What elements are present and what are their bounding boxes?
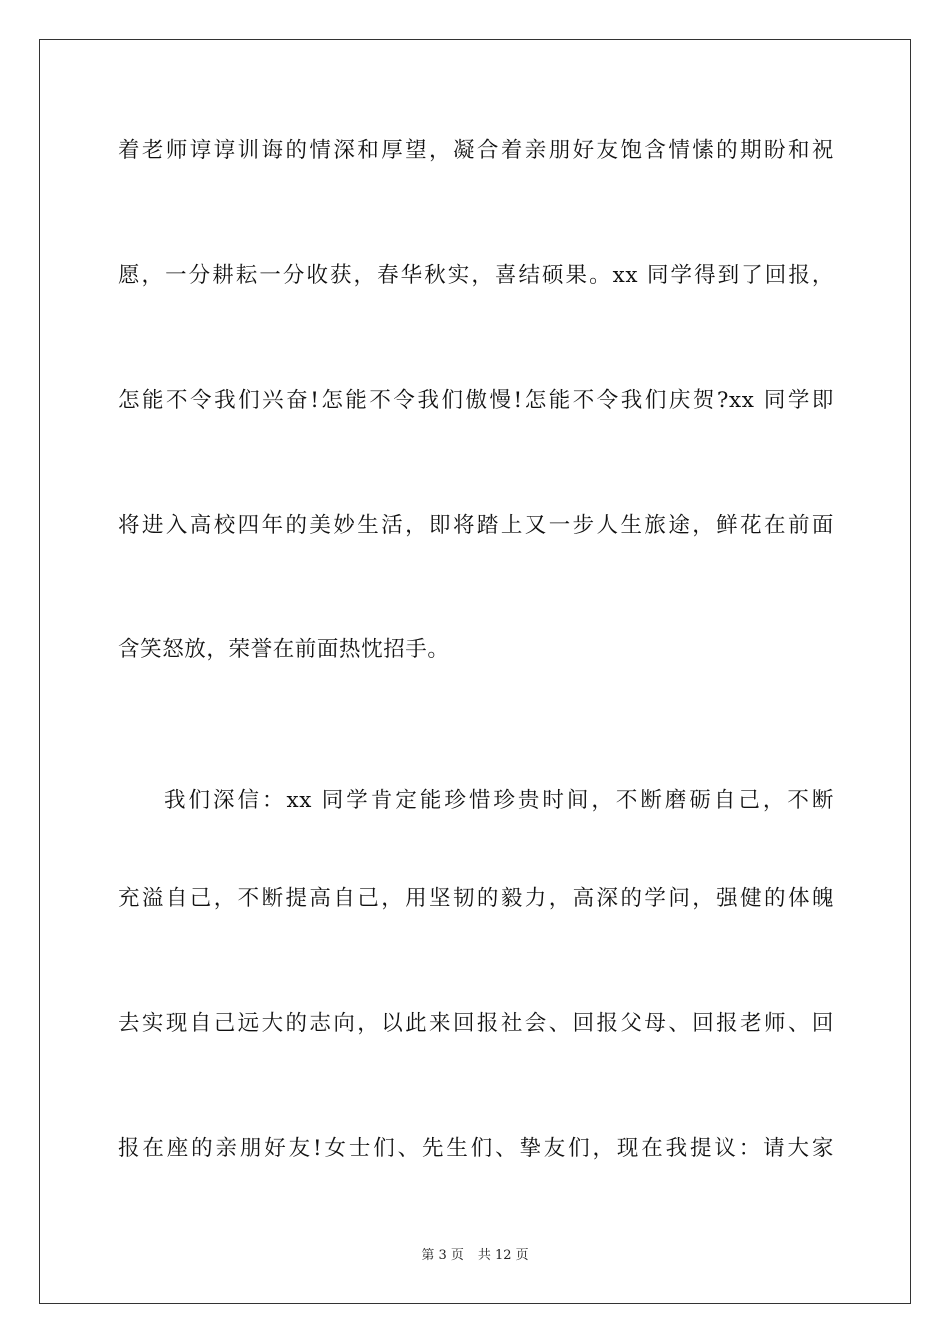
page-border xyxy=(39,39,911,1304)
body-line-8: 去实现自己远大的志向，以此来回报社会、回报父母、回报老师、回 xyxy=(118,1011,834,1036)
body-line-2: 愿，一分耕耘一分收获，春华秋实，喜结硕果。xx 同学得到了回报， xyxy=(118,263,834,288)
page-number: 第 3 页 xyxy=(421,1248,464,1263)
body-line-3: 怎能不令我们兴奋!怎能不令我们傲慢!怎能不令我们庆贺?xx 同学即 xyxy=(118,388,834,413)
page-total: 共 12 页 xyxy=(477,1248,529,1263)
body-line-1: 着老师谆谆训诲的情深和厚望，凝合着亲朋好友饱含情愫的期盼和祝 xyxy=(118,138,834,163)
body-line-6: 我们深信：xx 同学肯定能珍惜珍贵时间，不断磨砺自己，不断 xyxy=(164,788,834,813)
body-line-5: 含笑怒放，荣誉在前面热忱招手。 xyxy=(118,637,450,662)
page-footer xyxy=(0,1247,950,1265)
body-line-4: 将进入高校四年的美妙生活，即将踏上又一步人生旅途，鲜花在前面 xyxy=(118,513,834,538)
body-line-7: 充溢自己，不断提高自己，用坚韧的毅力，高深的学问，强健的体魄 xyxy=(118,886,834,911)
body-line-9: 报在座的亲朋好友!女士们、先生们、挚友们，现在我提议：请大家 xyxy=(118,1136,834,1161)
